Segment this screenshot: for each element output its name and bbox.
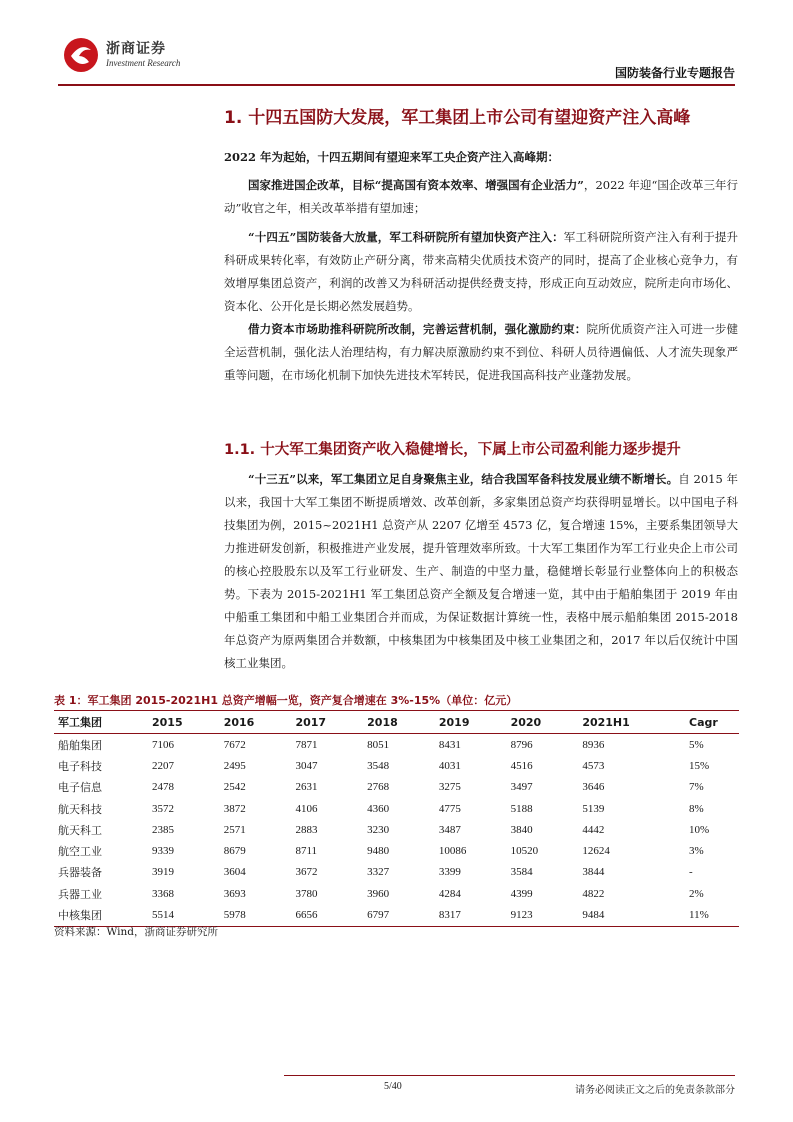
table-row — [54, 840, 739, 861]
value-cell: 3399 — [438, 866, 461, 879]
asset-table — [54, 710, 739, 927]
paragraph-equipment-lead: “十四五”国防装备大放量，军工科研院所有望加快资产注入： — [248, 230, 564, 244]
group-name-cell: 电子信息 — [58, 782, 102, 795]
value-cell: 5188 — [510, 802, 533, 815]
value-cell: 4360 — [367, 802, 390, 815]
paragraph-growth-body: 自 2015 年以来，我国十大军工集团不断提质增效、改革创新，多家集团总资产均获得明显增长。以中国电子科技集团为例，2015~2021H1 总资产从 2207 亿增至 4573 亿，复合增速 15%，主要系集团领导大力推进研发创新，积极推进产业发展，提升管理效率所致。十大军工集团作为军工行业央企上市公司的核心控股股东以及军工行业研发、生产、制造的中坚力量，稳健增长彰显行业整体向上的积极态势。下表为 2015-2021H1 军工集团总资产全额及复合增速一览，其中由于船舶集团于 2019 年由中船重工集团和中船工业集团合并而成，为保证数据计算统一性，表格中展示船舶集团 2015-2018 年总资产为原两集团合并数额，中核集团为中核集团及中核工业集团之和，2017 年以后仅统计中国核工业集团。 — [224, 472, 738, 670]
section-1-intro — [224, 146, 738, 169]
value-cell: 3604 — [223, 866, 246, 879]
report-type: 国防装备行业专题报告 — [614, 66, 735, 80]
value-cell: 3497 — [510, 781, 533, 794]
value-cell: 10086 — [438, 845, 467, 858]
table-source: 资料来源：Wind，浙商证券研究所 — [54, 926, 218, 938]
table-row — [54, 819, 739, 840]
value-cell: 5978 — [220, 904, 292, 926]
value-cell: 4284 — [438, 887, 461, 900]
group-name-cell: 航天科工 — [58, 824, 102, 837]
value-cell: 15% — [689, 759, 710, 772]
col-header: 2015 — [148, 711, 220, 734]
value-cell: 3548 — [367, 759, 390, 772]
value-cell: 2% — [689, 887, 704, 900]
table-row — [54, 883, 739, 904]
paragraph-capital-market — [224, 318, 738, 387]
value-cell: 7672 — [223, 738, 246, 751]
value-cell: 10520 — [510, 845, 539, 858]
value-cell: 4822 — [582, 887, 605, 900]
value-cell: 3275 — [438, 781, 461, 794]
value-cell: 3368 — [152, 887, 174, 900]
col-header: 2020 — [507, 711, 579, 734]
table-row — [54, 904, 739, 926]
value-cell: 4516 — [510, 759, 533, 772]
col-header: 军工集团 — [54, 711, 148, 734]
value-cell: 8051 — [367, 738, 390, 751]
table-row — [54, 777, 739, 798]
col-header: Cagr — [685, 711, 739, 734]
value-cell: 2883 — [295, 823, 318, 836]
value-cell: 3844 — [582, 866, 605, 879]
table-row — [54, 862, 739, 883]
group-name-cell: 船舶集团 — [58, 739, 102, 752]
value-cell: 4775 — [438, 802, 461, 815]
paragraph-reform-body: ，2022 年迎“国企改革三年行动”收官之年，相关改革举措有望加速； — [224, 178, 738, 215]
value-cell: 2495 — [223, 759, 246, 772]
col-header: 2016 — [220, 711, 292, 734]
value-cell: 8317 — [435, 904, 507, 926]
value-cell: 8431 — [438, 738, 461, 751]
header-divider — [58, 84, 735, 86]
value-cell: 2631 — [295, 781, 318, 794]
footer-divider — [284, 1075, 735, 1076]
group-name-cell: 中核集团 — [54, 904, 148, 926]
table-title: 表 1：军工集团 2015-2021H1 总资产增幅一览，资产复合增速在 3%-15%（单位：亿元） — [54, 694, 518, 707]
value-cell: 2542 — [223, 781, 246, 794]
paragraph-reform-lead: 国家推进国企改革，目标“提高国有资本效率、增强国有企业活力” — [248, 178, 584, 192]
col-header: 2017 — [291, 711, 363, 734]
value-cell: 5514 — [148, 904, 220, 926]
value-cell: 11% — [685, 904, 739, 926]
brand-logo — [62, 36, 182, 74]
footer-disclaimer: 请务必阅读正文之后的免责条款部分 — [575, 1085, 735, 1096]
paragraph-capital-market-lead: 借力资本市场助推科研院所改制，完善运营机制，强化激励约束： — [248, 322, 587, 336]
value-cell: 7871 — [295, 738, 318, 751]
paragraph-growth — [224, 468, 738, 675]
value-cell: 10% — [689, 823, 710, 836]
page-number: 5/40 — [384, 1081, 402, 1092]
value-cell: 2385 — [152, 823, 174, 836]
value-cell: 2571 — [223, 823, 246, 836]
paragraph-growth-lead: “十三五”以来，军工集团立足自身聚焦主业，结合我国军备科技发展业绩不断增长。 — [248, 472, 679, 486]
logo-name-en: Investment Research — [106, 58, 181, 68]
value-cell: 6797 — [363, 904, 435, 926]
value-cell: 8% — [689, 802, 704, 815]
group-name-cell: 兵器装备 — [58, 867, 102, 880]
table-row — [54, 798, 739, 819]
value-cell: 5% — [689, 738, 704, 751]
group-name-cell: 兵器工业 — [58, 888, 102, 901]
section-1-heading: 1. 十四五国防大发展，军工集团上市公司有望迎资产注入高峰 — [224, 108, 691, 128]
col-header: 2018 — [363, 711, 435, 734]
col-header: 2019 — [435, 711, 507, 734]
table-row — [54, 755, 739, 776]
value-cell: 4399 — [510, 887, 533, 900]
value-cell: 8796 — [510, 738, 533, 751]
section-1-1-heading: 1.1. 十大军工集团资产收入稳健增长，下属上市公司盈利能力逐步提升 — [224, 442, 681, 458]
value-cell: 5139 — [582, 802, 605, 815]
value-cell: 12624 — [582, 845, 610, 858]
paragraph-equipment-body: 军工科研院所资产注入有利于提升科研成果转化率，有效防止产研分离，带来高精尖优质技术资产的同时，提高了企业核心竞争力，有效增厚集团总资产，利润的改善又为科研活动提供经费支持，形成正向互动效应，院所走向市场化、资本化、公开化是长期必然发展趋势。 — [224, 230, 739, 313]
value-cell: 6656 — [291, 904, 363, 926]
value-cell: 3840 — [510, 823, 533, 836]
value-cell: 3919 — [152, 866, 174, 879]
value-cell: 3872 — [223, 802, 246, 815]
value-cell: 3646 — [582, 781, 605, 794]
group-name-cell: 电子科技 — [58, 760, 102, 773]
value-cell: 3960 — [367, 887, 390, 900]
paragraph-equipment — [224, 226, 738, 318]
value-cell: 3% — [689, 845, 704, 858]
value-cell: 2478 — [152, 781, 174, 794]
value-cell: 9484 — [578, 904, 685, 926]
intro-text: 2022 年为起始，十四五期间有望迎来军工央企资产注入高峰期： — [224, 150, 560, 164]
table-header-row — [54, 711, 739, 734]
value-cell: 9123 — [507, 904, 579, 926]
value-cell: 3572 — [152, 802, 174, 815]
value-cell: 3487 — [438, 823, 461, 836]
value-cell: 3047 — [295, 759, 318, 772]
value-cell: 7% — [689, 781, 704, 794]
paragraph-reform — [224, 174, 738, 220]
logo-name-cn: 浙商证券 — [106, 41, 166, 57]
col-header: 2021H1 — [578, 711, 685, 734]
value-cell: 2207 — [152, 759, 174, 772]
value-cell: - — [689, 866, 693, 879]
value-cell: 7106 — [152, 738, 174, 751]
value-cell: 3672 — [295, 866, 318, 879]
value-cell: 8936 — [582, 738, 605, 751]
value-cell: 9480 — [367, 845, 390, 858]
value-cell: 8679 — [223, 845, 246, 858]
value-cell: 3693 — [223, 887, 246, 900]
value-cell: 4106 — [295, 802, 318, 815]
value-cell: 3584 — [510, 866, 533, 879]
value-cell: 4573 — [582, 759, 605, 772]
value-cell: 3327 — [367, 866, 390, 879]
value-cell: 8711 — [295, 845, 318, 858]
paragraph-capital-market-body: 院所优质资产注入可进一步健全运营机制，强化法人治理结构，有力解决原激励约束不到位、科研人员待遇偏低、人才流失现象严重等问题，在市场化机制下加快先进技术军转民，促进我国高科技产业蓬勃发展。 — [224, 322, 739, 382]
value-cell: 9339 — [152, 845, 174, 858]
value-cell: 4031 — [438, 759, 461, 772]
value-cell: 3780 — [295, 887, 318, 900]
group-name-cell: 航天科技 — [58, 803, 102, 816]
value-cell: 4442 — [582, 823, 605, 836]
value-cell: 2768 — [367, 781, 390, 794]
logo-icon — [62, 36, 100, 74]
value-cell: 3230 — [367, 823, 390, 836]
table-row — [54, 734, 739, 756]
group-name-cell: 航空工业 — [58, 846, 102, 859]
